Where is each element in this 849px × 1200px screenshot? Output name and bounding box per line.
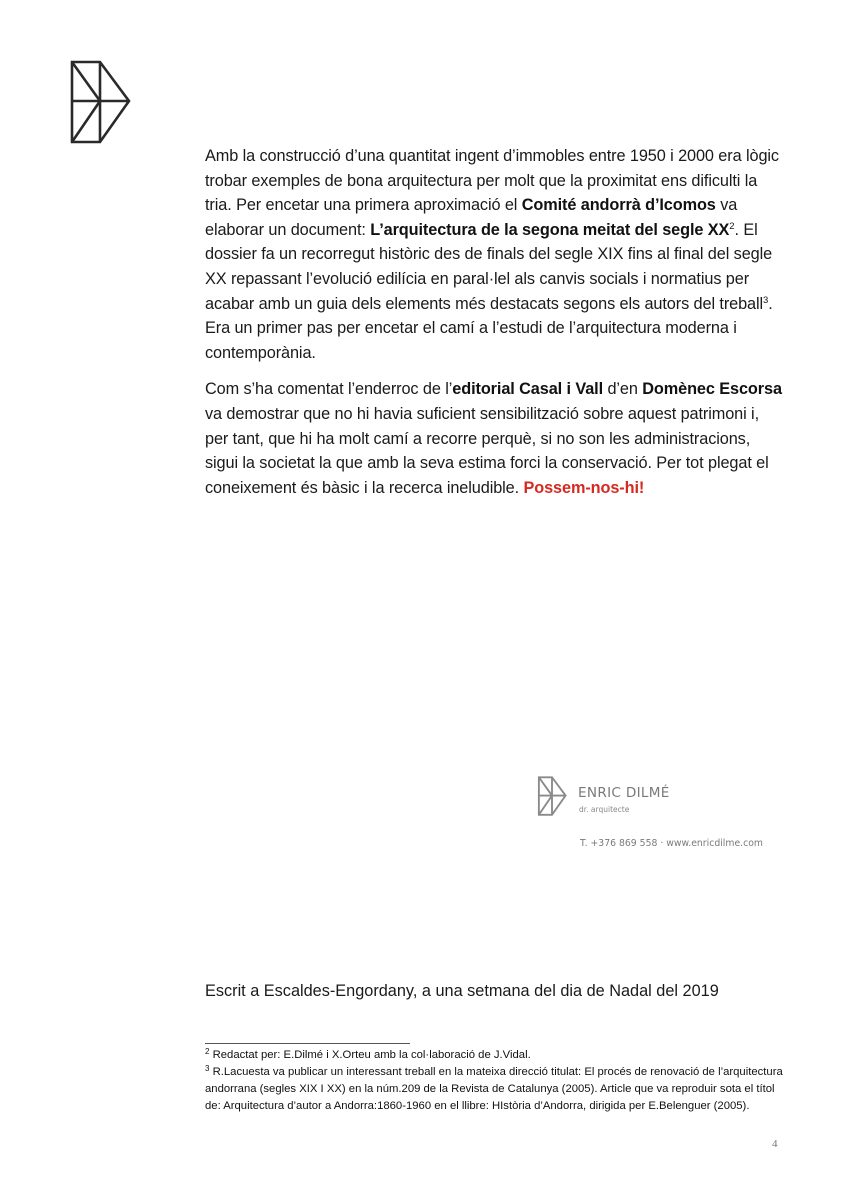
text-run: d’en: [603, 380, 643, 399]
bold-run: Domènec Escorsa: [642, 380, 782, 399]
brand-name: ENRIC DILMÉ: [578, 785, 670, 801]
footnote-divider: [205, 1043, 410, 1044]
footnote-mark: 2: [205, 1047, 210, 1056]
bold-run: Comité andorrà d’Icomos: [521, 196, 716, 215]
footnote-3: [205, 1064, 785, 1115]
text-run: Amb la construcció d’una quantitat ingent d’immobles entre 1950 i 2000 era lògic trobar exemples de bona arquitectura per molt que la proximitat ens dificulti la tria. Per encetar una primera aproximació el: [205, 147, 779, 215]
article-body: [205, 144, 785, 512]
text-run: Com s’ha comentat l’enderroc de l’: [205, 380, 453, 399]
text-run: . El dossier fa un recorregut històric des de finals del segle XIX fins al final del segle XX repassant l’evolució edilícia en paral·lel als canvis socials i normatius per acabar amb un guia dels elements més destacats segons els autors del treball: [205, 220, 773, 313]
logo-mark-icon: [68, 58, 132, 146]
footnote-ref[interactable]: 2: [729, 220, 735, 232]
page-number: 4: [772, 1138, 778, 1150]
footnote-text: R.Lacuesta va publicar un interessant treball en la mateixa direcció titulat: El procés de renovació de l’arquitectura andorrana (segles XIX I XX) en la núm.209 de la Revista de Catalunya (2005). Article que va reproduir sota el títol de: Arquitectura d’autor a Andorra:1860-1960 en el llibre: HIstòria d’Andorra, dirigida per E.Belenguer (2005).: [205, 1066, 783, 1112]
footnote-2: [205, 1047, 785, 1064]
brand-logo-icon: [537, 774, 567, 818]
brand-contact[interactable]: T. +376 869 558 · www.enricdilme.com: [580, 838, 763, 849]
bold-run: editorial Casal i Vall: [452, 380, 604, 399]
text-run: va demostrar que no hi havia suficient sensibilització sobre aquest patrimoni i, per tant, que hi ha molt camí a recorre perquè, si no son les administracions, sigui la societat la que amb la seva estima forci la conservació. Per tot plegat el coneixement és bàsic i la recerca ineludible.: [205, 404, 769, 497]
signoff-line: Escrit a Escaldes-Engordany, a una setmana del dia de Nadal del 2019: [205, 982, 719, 1000]
text-run: va elaborar un document:: [205, 196, 738, 239]
footnotes: [205, 1047, 785, 1115]
footnote-mark: 3: [205, 1064, 210, 1073]
footnote-ref[interactable]: 3: [763, 294, 769, 306]
brand-title: dr. arquitecte: [579, 805, 630, 814]
paragraph-1: [205, 144, 785, 365]
bold-run: L’arquitectura de la segona meitat del segle XX: [370, 220, 730, 239]
text-run: . Era un primer pas per encetar el camí a l’estudi de l’arquitectura moderna i contemporània.: [205, 294, 773, 362]
architect-brand-block: [537, 774, 787, 854]
call-to-action-text: Possem-nos-hi!: [523, 478, 645, 497]
footnote-text: Redactat per: E.Dilmé i X.Orteu amb la col·laboració de J.Vidal.: [209, 1049, 531, 1061]
paragraph-2: [205, 377, 785, 500]
